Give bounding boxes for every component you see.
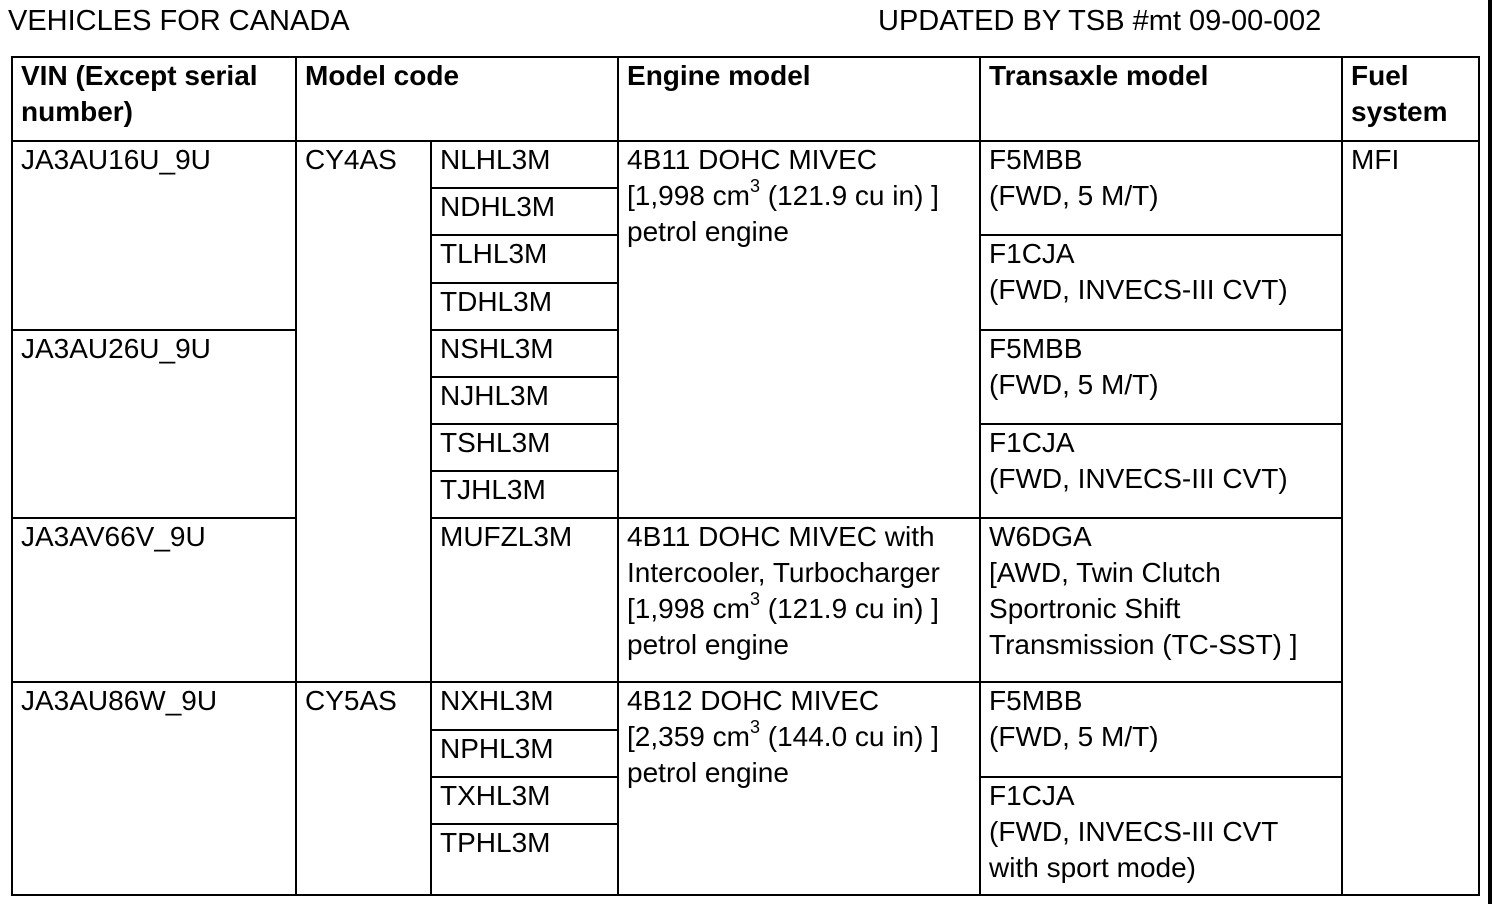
transaxle-desc: (FWD, 5 M/T)	[989, 368, 1159, 400]
engine-displacement: [2,359 $cm^3$ (144.0 cu in) ]	[627, 717, 939, 753]
transaxle-code: F5MBB	[989, 332, 1083, 364]
vin-cell: JA3AV66V_9U	[12, 518, 296, 682]
variant-cell: TXHL3M	[431, 777, 618, 824]
variant-cell: MUFZL3M	[431, 518, 618, 682]
transaxle-desc: (FWD, INVECS-III CVT	[989, 815, 1279, 847]
vin-cell: JA3AU16U_9U	[12, 141, 296, 329]
vehicle-spec-table	[11, 56, 1480, 896]
variant-cell: NXHL3M	[431, 682, 618, 729]
engine-displacement: [1,998 $cm^3$ (121.9 cu in) ]	[627, 589, 939, 625]
engine-name: 4B12 DOHC MIVEC	[627, 685, 880, 717]
engine-name: 4B11 DOHC MIVEC with	[627, 521, 935, 553]
transaxle-cell	[980, 424, 1342, 518]
transaxle-desc: (FWD, 5 M/T)	[989, 721, 1159, 753]
col-header-transaxle-model: Transaxle model	[980, 57, 1342, 141]
engine-fuel-type: petrol engine	[627, 629, 789, 661]
engine-fuel-type: petrol engine	[627, 757, 789, 789]
transaxle-code: F5MBB	[989, 144, 1083, 176]
transaxle-desc: (FWD, INVECS-III CVT)	[989, 462, 1288, 494]
model-code-cell: CY4AS	[296, 141, 431, 682]
fuel-system-cell: MFI	[1342, 141, 1479, 895]
vin-cell: JA3AU26U_9U	[12, 330, 296, 518]
transaxle-code: W6DGA	[989, 521, 1092, 553]
vin-cell: JA3AU86W_9U	[12, 682, 296, 895]
engine-cell	[618, 682, 980, 895]
engine-cell	[618, 518, 980, 682]
col-header-vin: VIN (Except serial number)	[12, 57, 296, 141]
engine-displacement: [1,998 $cm^3$ (121.9 cu in) ]	[627, 176, 939, 212]
col-header-fuel-system: Fuel system	[1342, 57, 1479, 141]
transaxle-desc: Transmission (TC-SST) ]	[989, 629, 1298, 661]
variant-cell: TSHL3M	[431, 424, 618, 471]
variant-cell: TDHL3M	[431, 283, 618, 330]
engine-fuel-type: petrol engine	[627, 216, 789, 248]
transaxle-code: F5MBB	[989, 685, 1083, 717]
transaxle-cell	[980, 518, 1342, 682]
transaxle-cell	[980, 682, 1342, 776]
table-row	[12, 682, 1479, 729]
transaxle-desc: [AWD, Twin Clutch	[989, 557, 1221, 589]
transaxle-cell	[980, 141, 1342, 235]
variant-cell: TJHL3M	[431, 471, 618, 518]
table-row	[12, 518, 1479, 682]
transaxle-code: F1CJA	[989, 426, 1075, 458]
model-code-cell: CY5AS	[296, 682, 431, 895]
variant-cell: TPHL3M	[431, 824, 618, 895]
variant-cell: NSHL3M	[431, 330, 618, 377]
update-note: UPDATED BY TSB #mt 09-00-002	[878, 5, 1322, 37]
col-header-engine-model: Engine model	[618, 57, 980, 141]
variant-cell: NJHL3M	[431, 377, 618, 424]
variant-cell: TLHL3M	[431, 235, 618, 282]
header-row	[12, 57, 1479, 141]
page-title: VEHICLES FOR CANADA	[8, 5, 350, 37]
transaxle-desc: (FWD, 5 M/T)	[989, 180, 1159, 212]
variant-cell: NPHL3M	[431, 730, 618, 777]
engine-cell	[618, 141, 980, 518]
variant-cell: NDHL3M	[431, 188, 618, 235]
col-header-model-code: Model code	[296, 57, 618, 141]
transaxle-code: F1CJA	[989, 779, 1075, 811]
scrollbar[interactable]	[1488, 0, 1492, 904]
transaxle-cell	[980, 235, 1342, 329]
engine-name: 4B11 DOHC MIVEC	[627, 144, 878, 176]
transaxle-desc: with sport mode)	[989, 851, 1196, 883]
transaxle-cell	[980, 330, 1342, 424]
transaxle-cell	[980, 777, 1342, 895]
engine-name-cont: Intercooler, Turbocharger	[627, 557, 940, 589]
transaxle-desc: Sportronic Shift	[989, 593, 1181, 625]
transaxle-desc: (FWD, INVECS-III CVT)	[989, 274, 1288, 306]
transaxle-code: F1CJA	[989, 238, 1075, 270]
table-row	[12, 141, 1479, 188]
variant-cell: NLHL3M	[431, 141, 618, 188]
